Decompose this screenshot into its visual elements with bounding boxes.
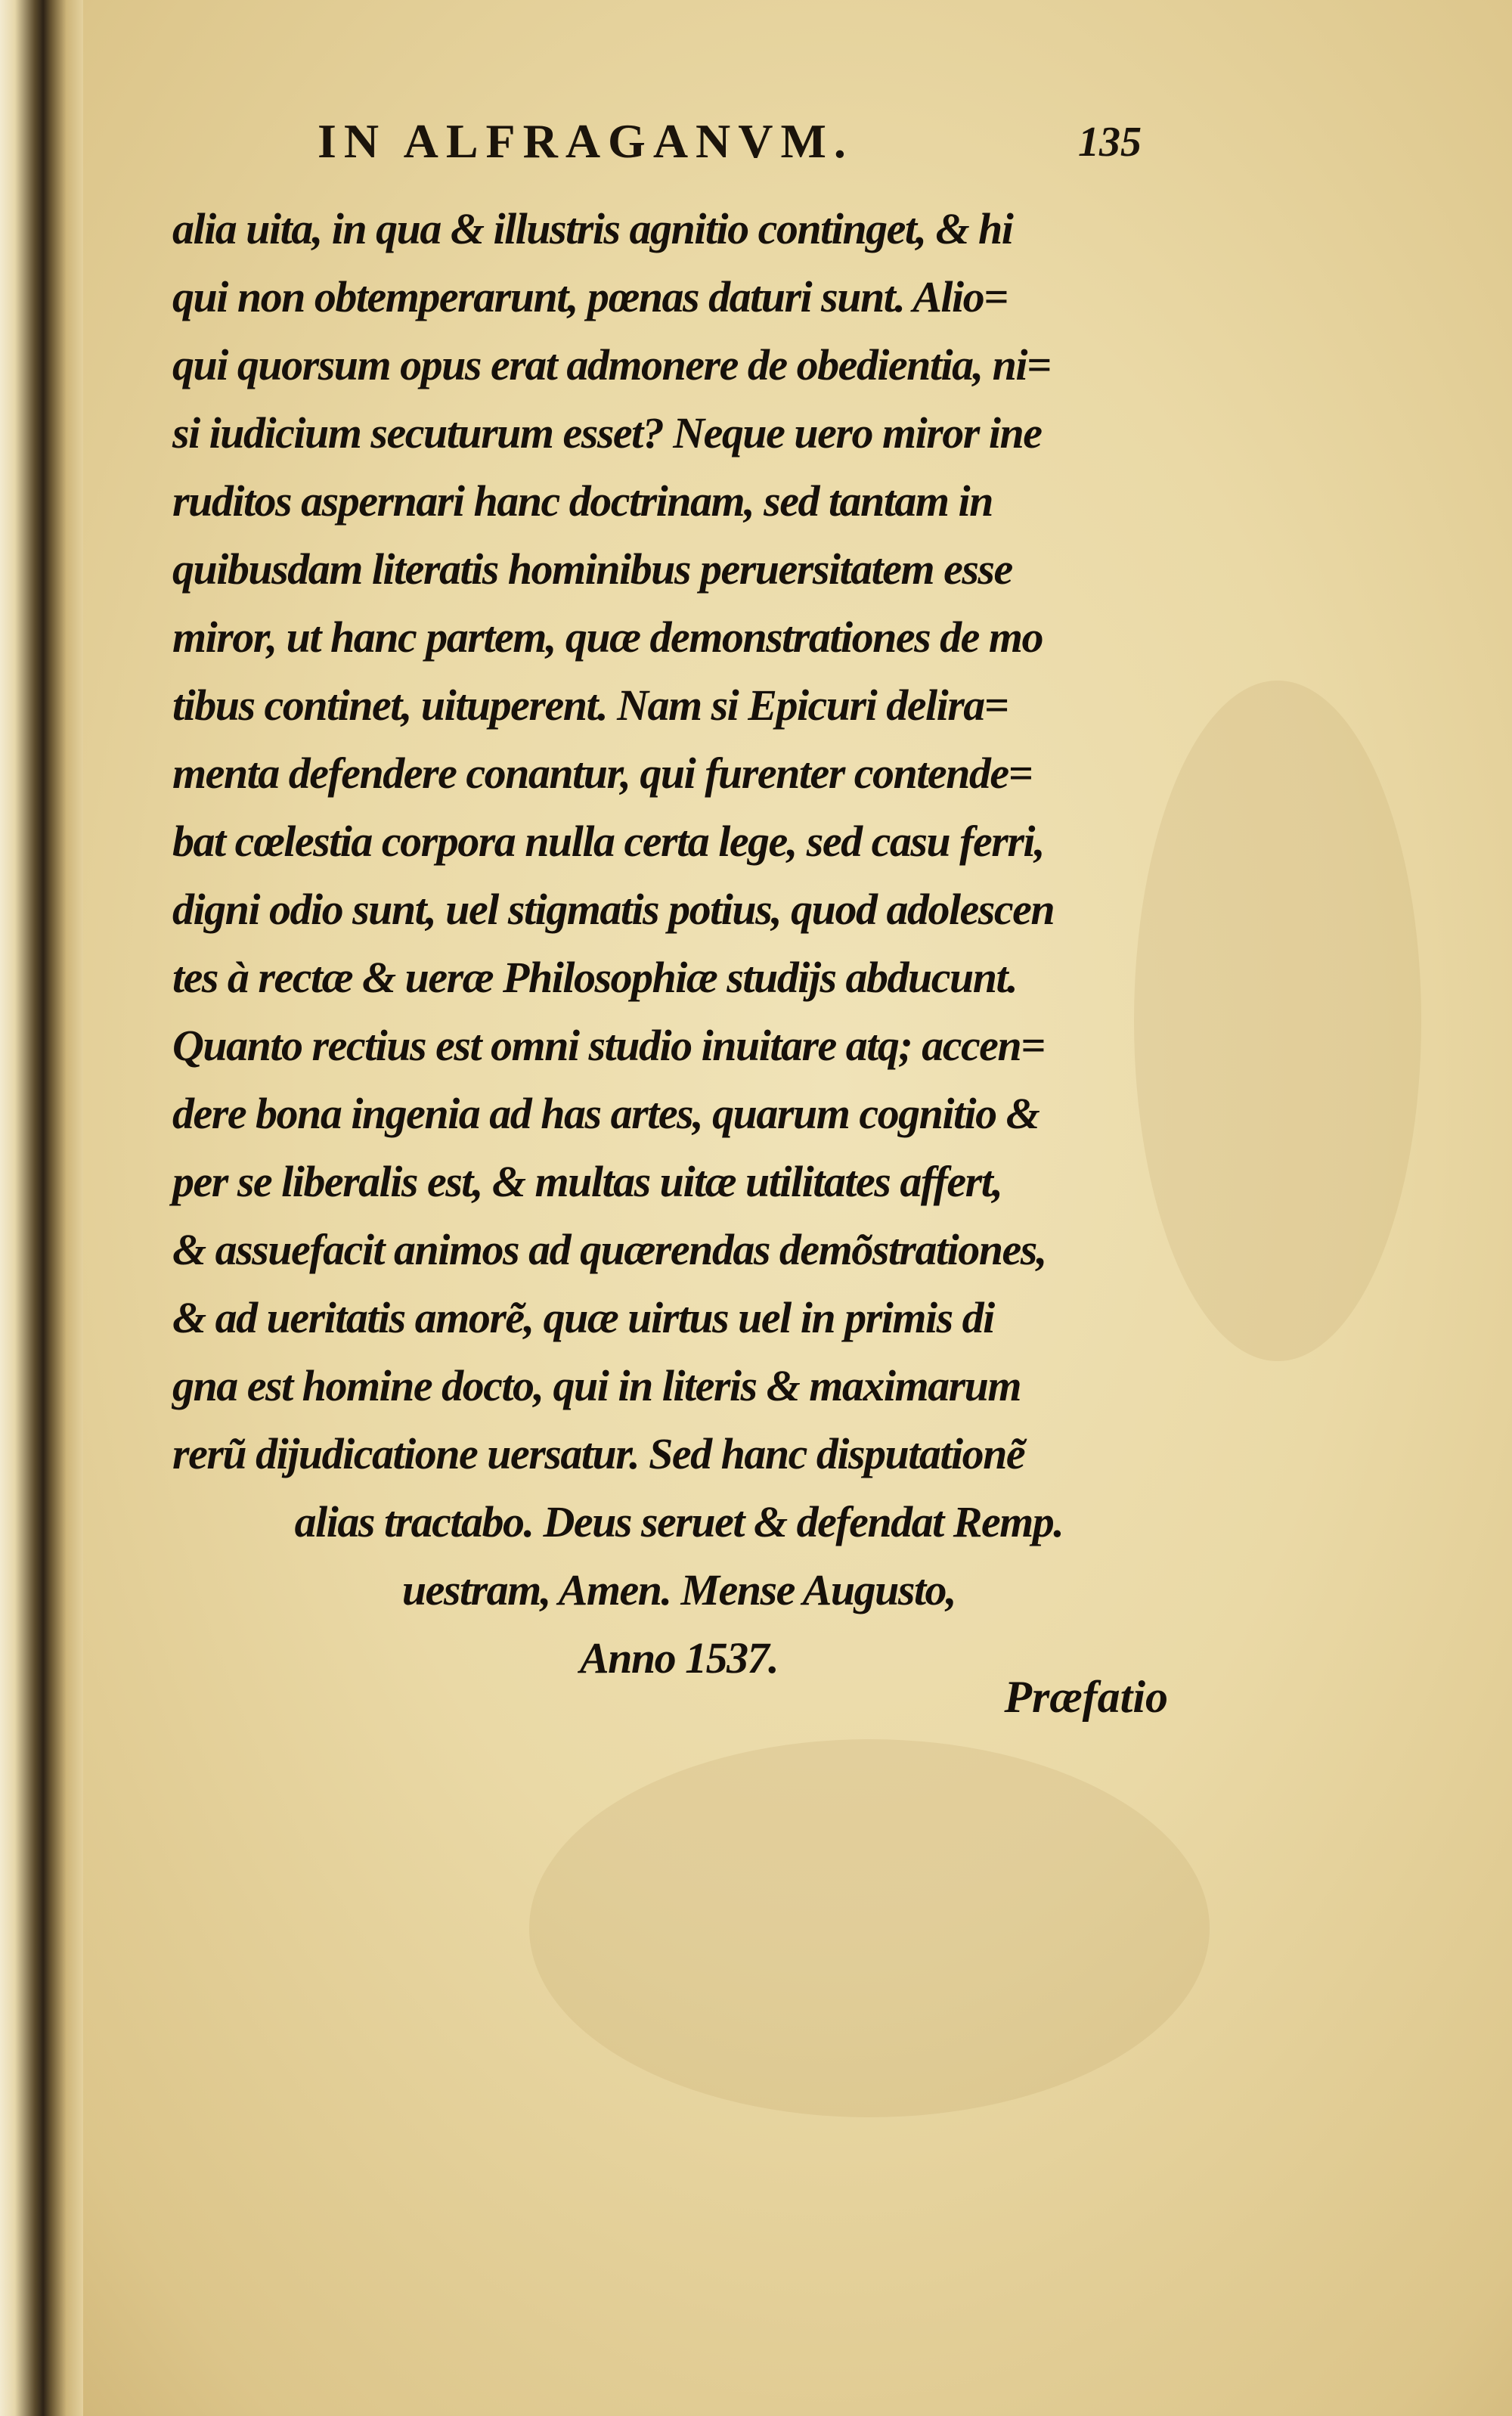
text-line: & ad ueritatis amorẽ, quæ uirtus uel in primis di [172,1293,994,1342]
text-line-centered: uestram, Amen. Mense Augusto, [401,1565,956,1614]
text-line: si iudicium secuturum esset? Neque uero miror ine [172,408,1042,457]
text-line: & assuefacit animos ad quærendas demõstrationes, [172,1225,1046,1274]
text-line: menta defendere conantur, qui furenter contende= [172,749,1033,798]
paper-stain [529,1739,1210,2117]
text-line: tibus continet, uituperent. Nam si Epicuri delira= [172,681,1009,730]
text-line: bat cœlestia corpora nulla certa lege, sed casu ferri, [172,817,1045,866]
body-text [172,195,1185,1692]
text-line: Quanto rectius est omni studio inuitare atq; accen= [172,1021,1045,1070]
catchword: Præfatio [1004,1672,1168,1722]
text-line: qui non obtemperarunt, pœnas daturi sunt. Alio= [172,272,1008,321]
text-line: per se liberalis est, & multas uitæ utilitates affert, [172,1157,1002,1206]
text-line: tes à rectæ & ueræ Philosophiæ studijs abducunt. [172,953,1018,1002]
running-head [318,113,1172,181]
text-line: rerũ dijudicatione uersatur. Sed hanc disputationẽ [172,1429,1025,1478]
binding-gutter [0,0,83,2416]
text-line: quibusdam literatis hominibus peruersitatem esse [172,544,1012,594]
text-line: ruditos aspernari hanc doctrinam, sed tantam in [172,476,993,526]
text-line: miror, ut hanc partem, quæ demonstrationes de mo [172,613,1043,662]
text-line: digni odio sunt, uel stigmatis potius, quod adolescen [172,885,1055,934]
text-line-date: Anno 1537. [579,1633,779,1683]
running-title: IN ALFRAGANVM. [318,114,854,168]
text-line: qui quorsum opus erat admonere de obedientia, ni= [172,340,1051,389]
page-number: 135 [1078,119,1142,166]
text-line: gna est homine docto, qui in literis & maximarum [172,1361,1021,1410]
text-line: alia uita, in qua & illustris agnitio continget, & hi [172,204,1013,253]
text-line: dere bona ingenia ad has artes, quarum cognitio & [172,1089,1040,1138]
text-line-centered: alias tractabo. Deus seruet & defendat Remp. [294,1497,1064,1546]
